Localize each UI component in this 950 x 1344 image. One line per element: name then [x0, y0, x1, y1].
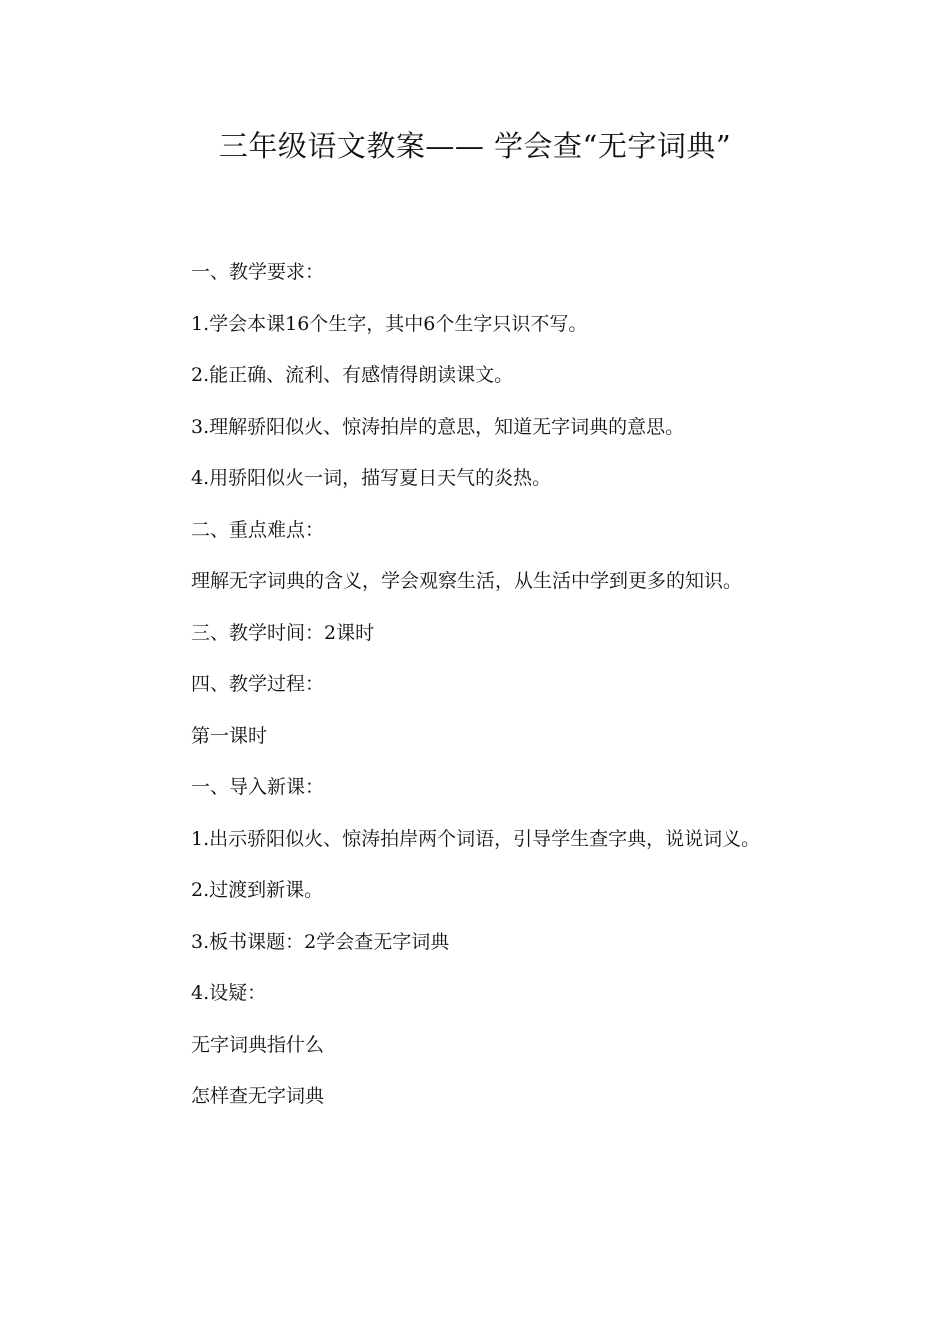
- intro-step-4: 4.设疑：: [191, 982, 267, 1004]
- requirement-item-1: 1.学会本课16个生字，其中6个生字只识不写。: [191, 312, 588, 335]
- question-2: 怎样查无字词典: [191, 1085, 325, 1107]
- document-title: 三年级语文教案—— 学会查“无字词典”: [218, 129, 732, 163]
- requirement-item-3: 3.理解骄阳似火、惊涛拍岸的意思，知道无字词典的意思。: [191, 415, 685, 438]
- key-points-text: 理解无字词典的含义，学会观察生活，从生活中学到更多的知识。: [191, 570, 743, 592]
- section-heading-teaching-process: 四、教学过程：: [191, 673, 325, 695]
- section-heading-requirements: 一、教学要求：: [191, 261, 325, 283]
- lesson-period-label: 第一课时: [191, 724, 268, 747]
- intro-step-1: 1.出示骄阳似火、惊涛拍岸两个词语，引导学生查字典，说说词义。: [191, 827, 761, 850]
- question-1: 无字词典指什么: [191, 1033, 325, 1056]
- section-heading-teaching-time: 三、教学时间：2课时: [191, 621, 375, 644]
- subsection-heading-intro: 一、导入新课：: [191, 776, 325, 798]
- section-heading-key-points: 二、重点难点：: [191, 518, 325, 541]
- requirement-item-4: 4.用骄阳似火一词，描写夏日天气的炎热。: [191, 467, 552, 489]
- requirement-item-2: 2.能正确、流利、有感情得朗读课文。: [191, 364, 514, 386]
- document-body: [147, 247, 797, 1123]
- intro-step-2: 2.过渡到新课。: [191, 879, 324, 901]
- intro-step-3: 3.板书课题：2学会查无字词典: [191, 930, 450, 953]
